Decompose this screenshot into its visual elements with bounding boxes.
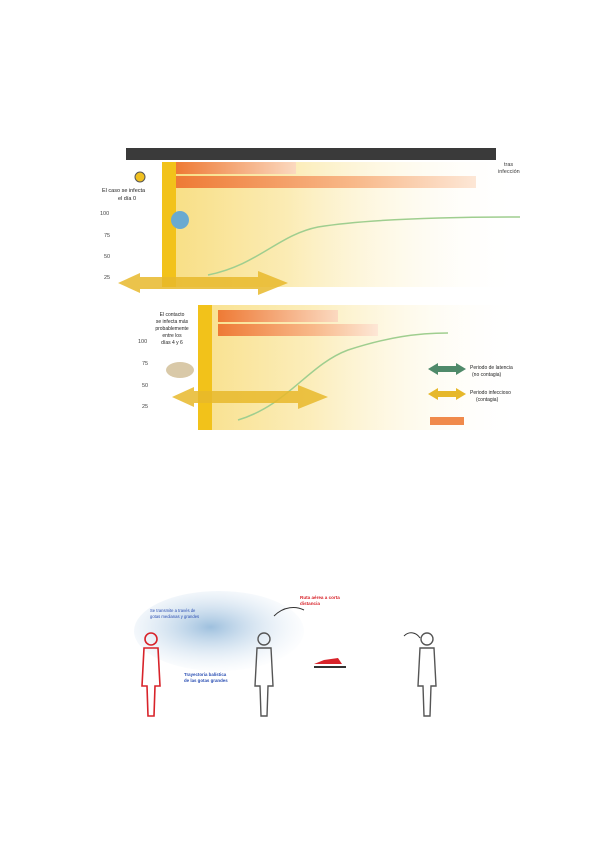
short-route-2: distancia <box>300 601 320 606</box>
top-yticks <box>100 211 110 281</box>
case-label-1: El caso se infecta <box>102 188 146 194</box>
svg-text:días 4 y 6: días 4 y 6 <box>161 340 183 346</box>
timeline-figure <box>88 145 524 430</box>
ballistic-1: Trayectoria balística <box>184 672 227 677</box>
legend-latency-2: (no contagia) <box>472 372 502 378</box>
sick-person-icon <box>171 211 189 229</box>
svg-text:75: 75 <box>104 233 111 239</box>
droplets-sub-1: Se transmite a través de <box>150 608 196 613</box>
svg-text:50: 50 <box>104 254 111 260</box>
droplets-sub-2: gotas medianas y grandes <box>150 614 200 619</box>
legend-infectious-2: (contagia) <box>476 397 499 403</box>
transmission-figure <box>124 576 461 731</box>
svg-text:50: 50 <box>142 383 149 389</box>
mild-bar-bottom <box>218 310 338 322</box>
bottom-yticks <box>138 339 148 410</box>
legend-symptoms-swatch <box>430 417 464 425</box>
severe-bar-bottom <box>218 324 378 336</box>
svg-text:25: 25 <box>142 404 149 410</box>
contact-label <box>155 312 189 346</box>
svg-text:75: 75 <box>142 361 149 367</box>
short-route-1: Ruta aérea a corta <box>300 595 340 600</box>
svg-text:se infecta más: se infecta más <box>155 319 189 325</box>
svg-text:25: 25 <box>104 275 111 281</box>
aerosol-cloud <box>134 591 304 671</box>
legend-infectious-1: Periodo infeccioso <box>470 390 511 396</box>
svg-text:probablemente: probablemente <box>155 326 189 332</box>
ballistic-2: de las gotas grandes <box>184 678 228 683</box>
people-icon <box>166 362 194 378</box>
legend-latency-1: Periodo de latencia <box>470 365 513 371</box>
case-label-2: el día 0 <box>118 196 137 202</box>
svg-text:entre los: entre los <box>162 333 182 339</box>
severe-bar-top <box>176 176 476 188</box>
svg-text:100: 100 <box>100 211 110 217</box>
svg-text:100: 100 <box>138 339 148 345</box>
virus-icon <box>135 172 145 182</box>
mild-bar-top <box>176 162 296 174</box>
svg-text:El contacto: El contacto <box>159 312 185 318</box>
